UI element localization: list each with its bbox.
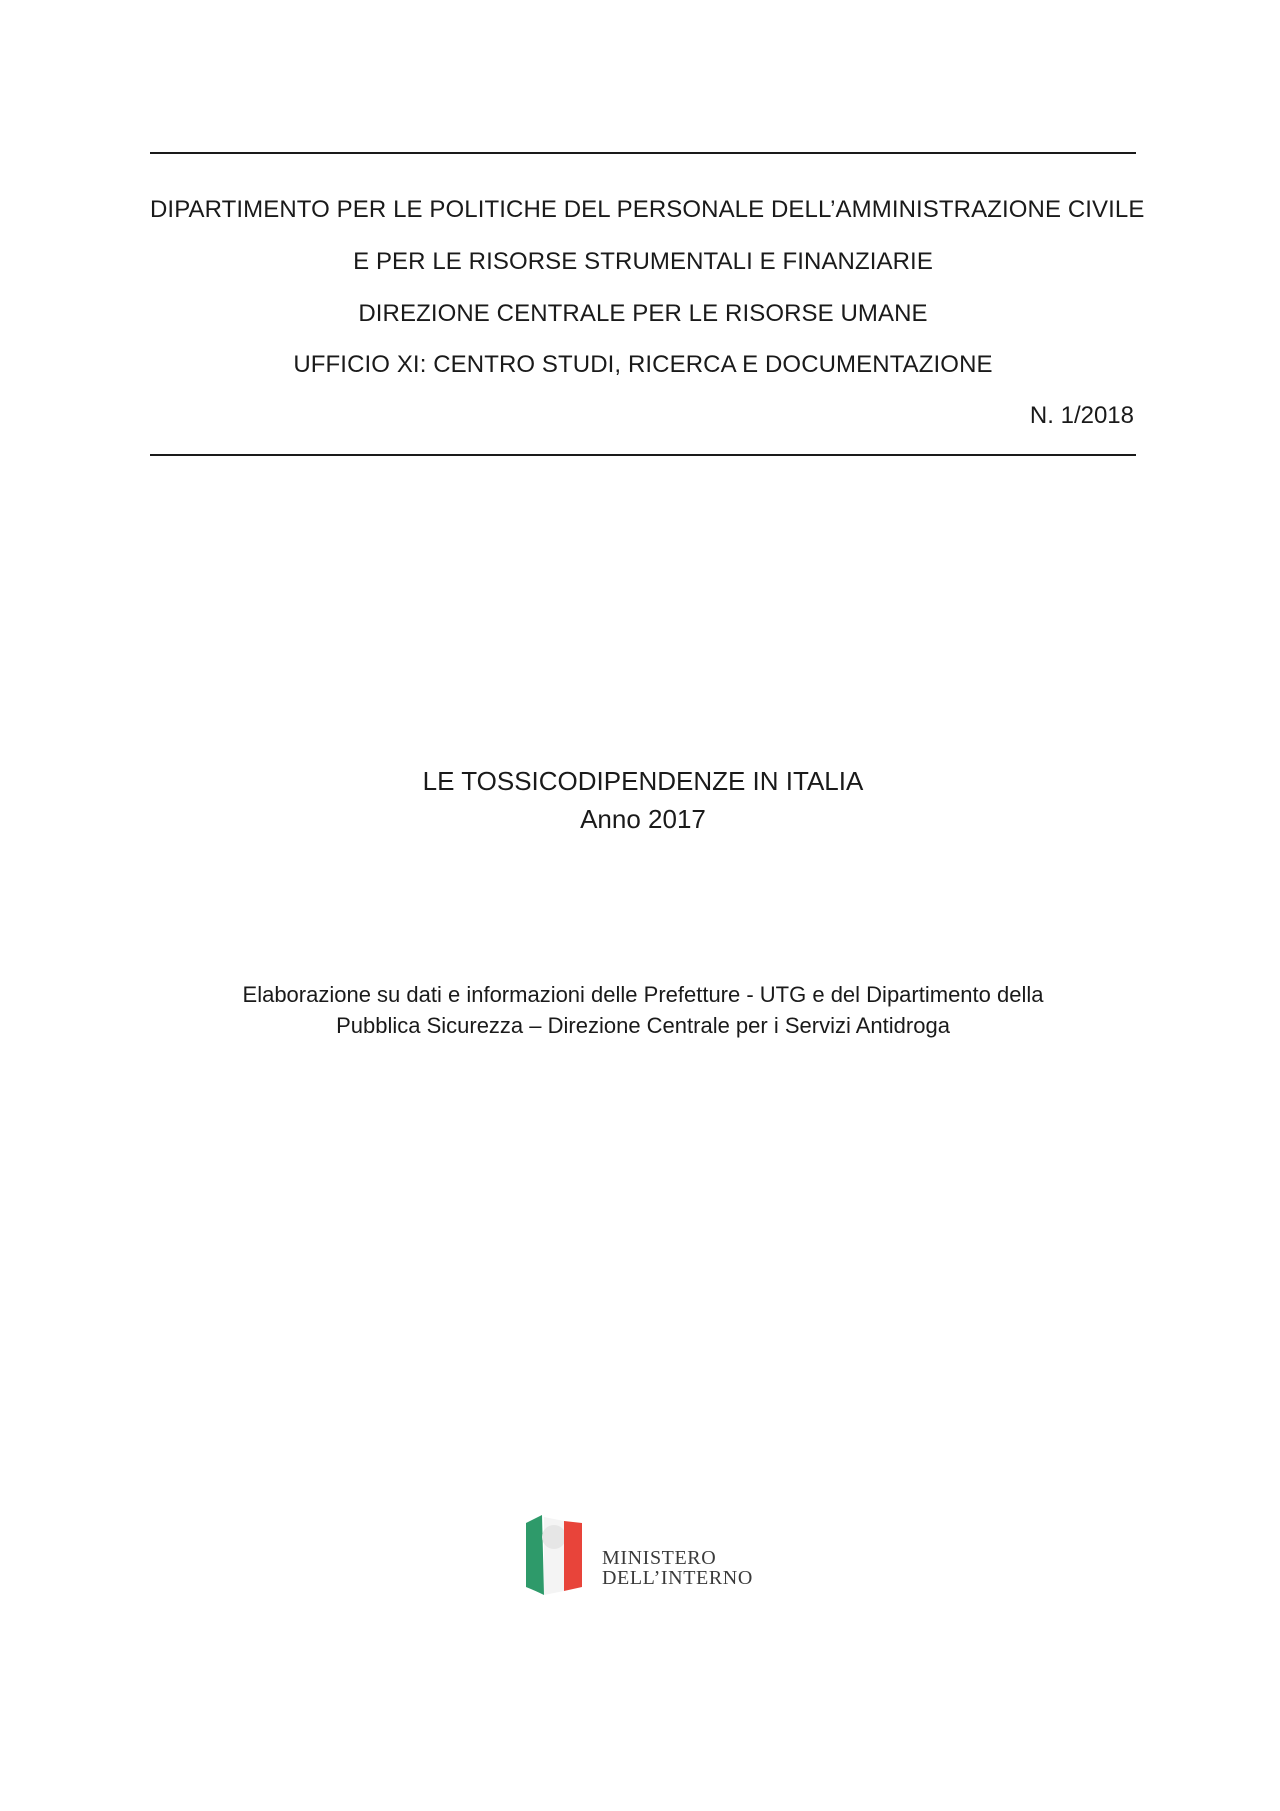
italian-flag-emblem-icon: [522, 1515, 586, 1595]
emblem-green-panel: [526, 1515, 544, 1595]
ministry-name: [602, 1548, 753, 1588]
department-line-2: E PER LE RISORSE STRUMENTALI E FINANZIARIE: [353, 248, 933, 275]
ministry-name-line-1: MINISTERO: [602, 1547, 717, 1569]
issue-number: N. 1/2018: [1029, 402, 1134, 429]
header-top-rule: [150, 152, 1136, 154]
header-bottom-rule: [150, 454, 1136, 456]
source-note-line-1: Elaborazione su dati e informazioni delle Prefetture - UTG e del Dipartimento della: [242, 982, 1044, 1007]
emblem-circle: [542, 1525, 566, 1549]
emblem-red-panel: [564, 1521, 582, 1591]
ministry-name-line-2: DELL’INTERNO: [602, 1567, 753, 1589]
department-line-1: DIPARTIMENTO PER LE POLITICHE DEL PERSONALE DELL’AMMINISTRAZIONE CIVILE: [150, 196, 1145, 223]
report-year: Anno 2017: [580, 804, 706, 834]
report-title: LE TOSSICODIPENDENZE IN ITALIA: [422, 766, 864, 796]
source-note: [180, 979, 1106, 1041]
report-title-block: [150, 762, 1136, 838]
ministry-logo: [522, 1515, 772, 1595]
source-note-line-2: Pubblica Sicurezza – Direzione Centrale per i Servizi Antidroga: [336, 1013, 950, 1038]
directorate-line: DIREZIONE CENTRALE PER LE RISORSE UMANE: [358, 300, 928, 327]
office-line: UFFICIO XI: CENTRO STUDI, RICERCA E DOCUMENTAZIONE: [293, 351, 993, 378]
